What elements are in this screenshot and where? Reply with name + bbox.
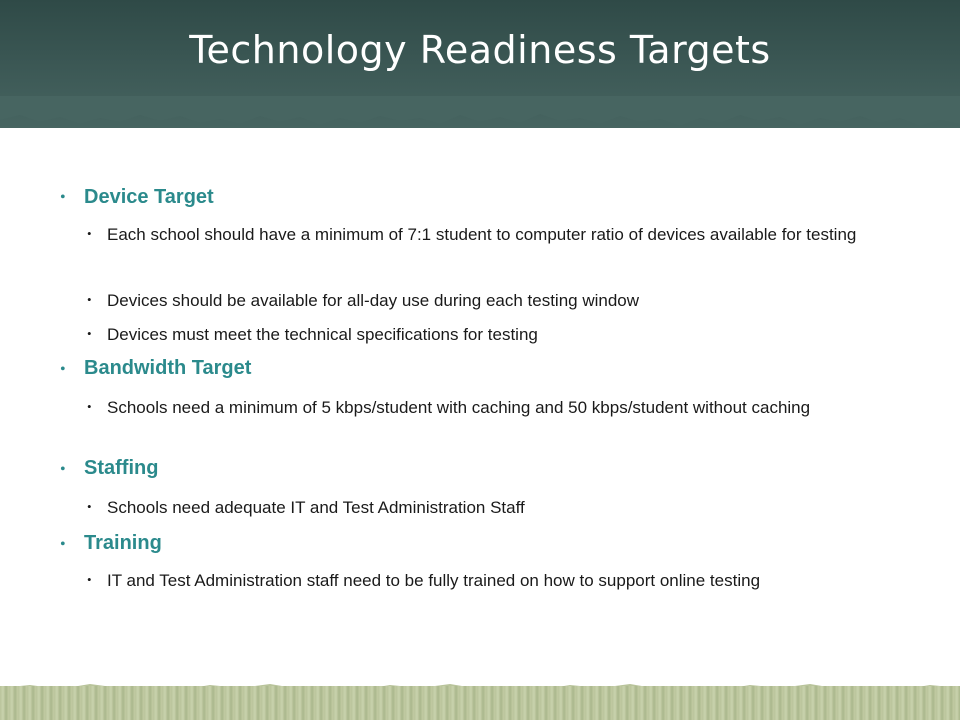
bullet-staffing: Schools need adequate IT and Test Administration Staff bbox=[107, 498, 525, 517]
section-heading-device-target: Device Target bbox=[84, 186, 214, 208]
slide-title: Technology Readiness Targets bbox=[189, 28, 771, 72]
bullet-device-ratio: Each school should have a minimum of 7:1 student to computer ratio of devices available for testing bbox=[107, 225, 857, 244]
bullet-icon: • bbox=[87, 326, 92, 341]
bullet-icon: • bbox=[87, 399, 92, 414]
section-heading-bandwidth-target: Bandwidth Target bbox=[84, 357, 252, 379]
bullet-icon: • bbox=[87, 499, 92, 514]
bullet-training: IT and Test Administration staff need to be fully trained on how to support online testing bbox=[107, 571, 761, 590]
bullet-device-availability: Devices should be available for all-day use during each testing window bbox=[107, 291, 640, 310]
bullet-icon: • bbox=[60, 189, 66, 206]
bullet-icon: • bbox=[60, 361, 66, 378]
bullet-icon: • bbox=[87, 226, 92, 241]
section-heading-staffing: Staffing bbox=[84, 457, 159, 479]
bullet-device-specs: Devices must meet the technical specifications for testing bbox=[107, 325, 538, 344]
bullet-icon: • bbox=[60, 536, 66, 553]
bullet-bandwidth: Schools need a minimum of 5 kbps/student with caching and 50 kbps/student without caching bbox=[107, 398, 811, 417]
bullet-icon: • bbox=[60, 461, 66, 478]
bullet-icon: • bbox=[87, 572, 92, 587]
section-heading-training: Training bbox=[84, 532, 162, 554]
bullet-icon: • bbox=[87, 292, 92, 307]
